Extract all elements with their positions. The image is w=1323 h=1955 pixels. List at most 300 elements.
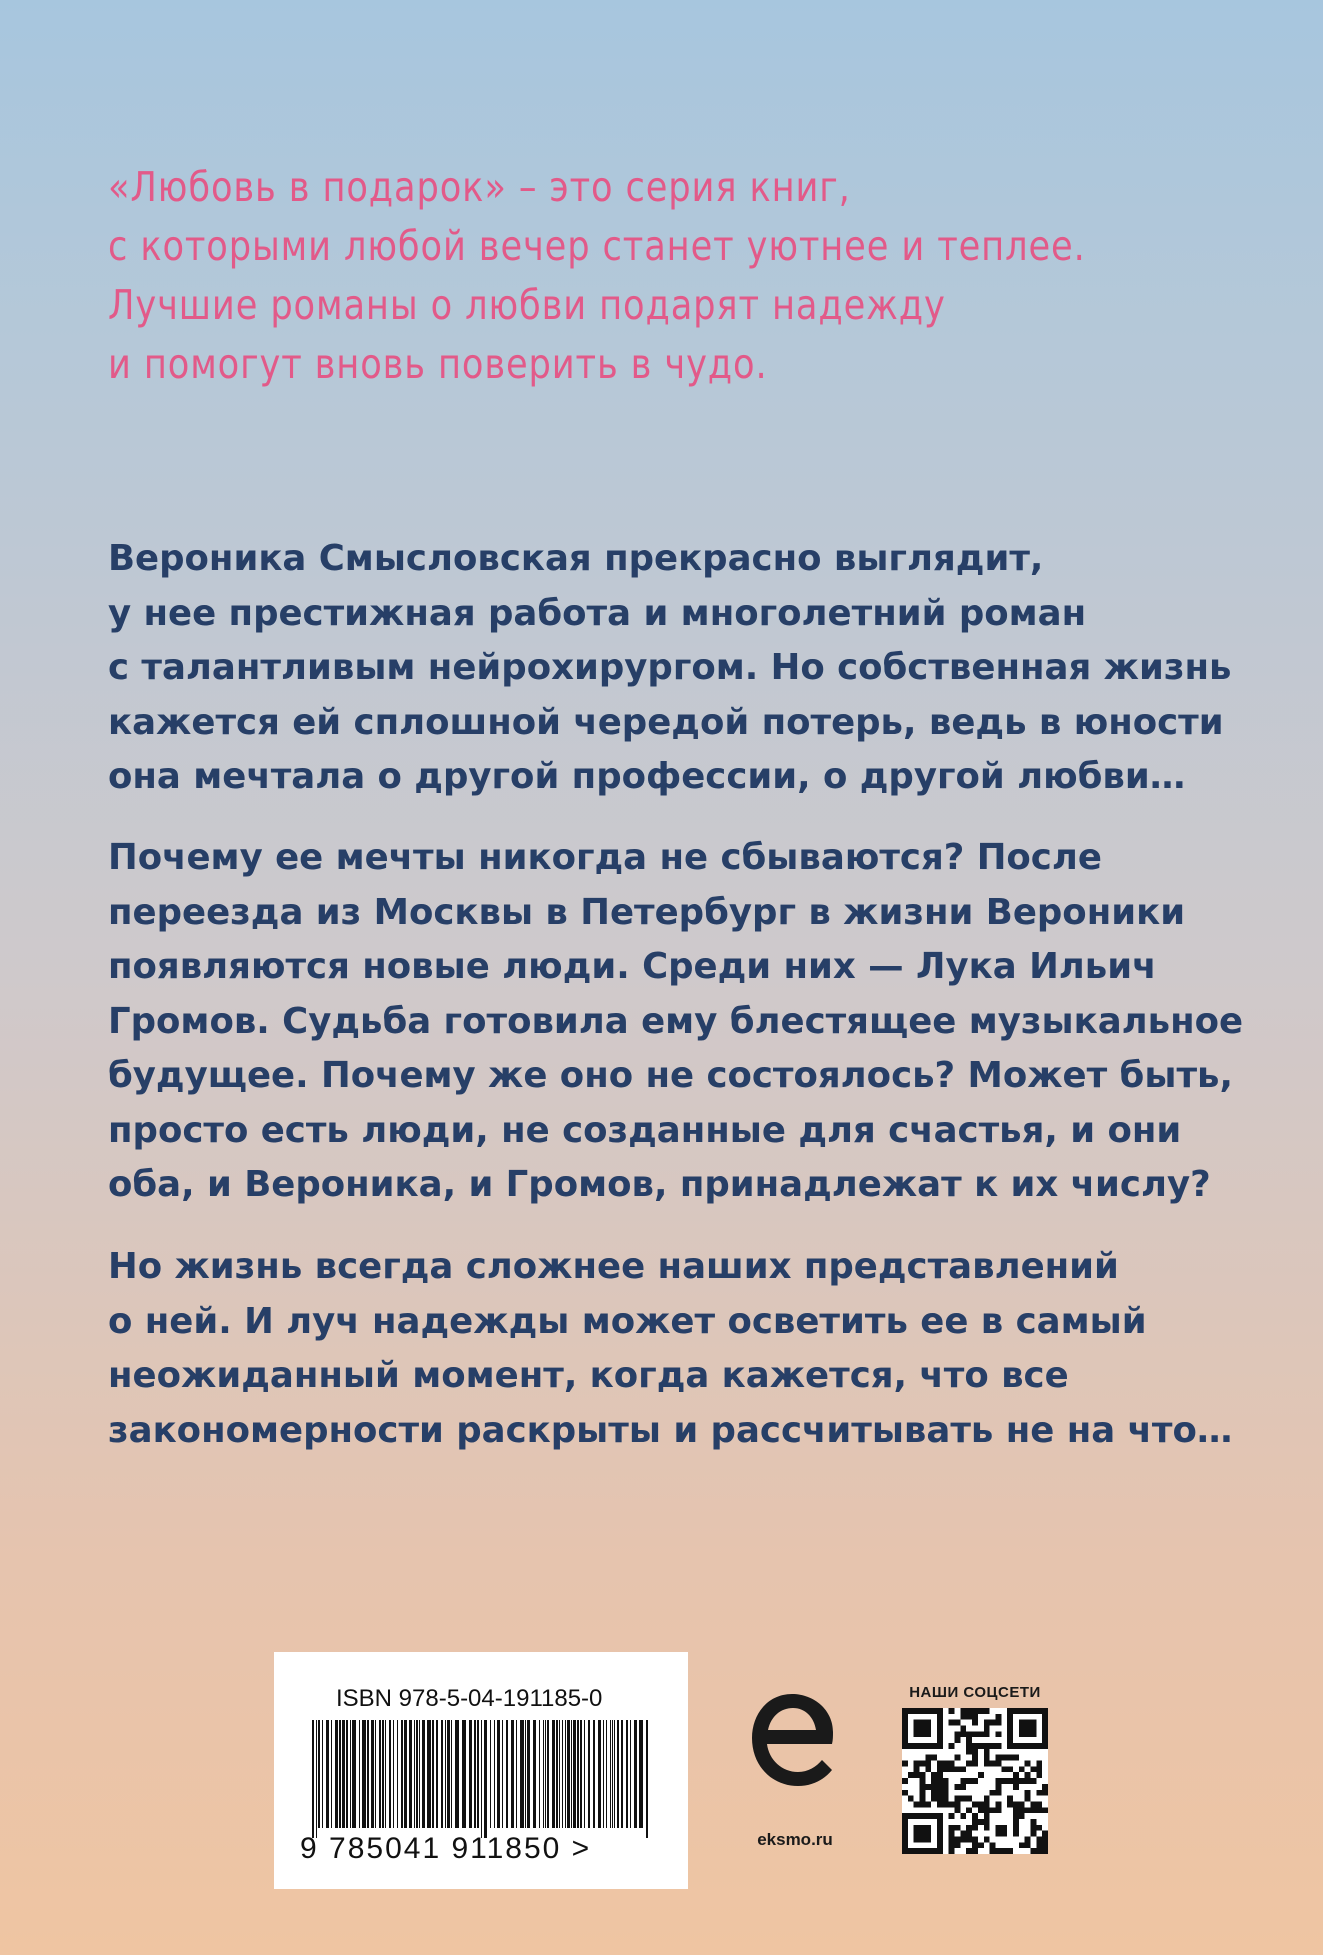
paragraph-line: Громов. Судьба готовила ему блестящее музыкальное <box>108 1000 1244 1042</box>
qr-module <box>966 1807 972 1813</box>
qr-module <box>978 1731 984 1737</box>
qr-module <box>960 1813 966 1819</box>
qr-module <box>1025 1836 1031 1842</box>
qr-module <box>1025 1807 1031 1813</box>
qr-module <box>949 1813 955 1819</box>
barcode-bar <box>462 1720 466 1828</box>
barcode-bar <box>626 1720 628 1828</box>
qr-module <box>1025 1796 1031 1802</box>
qr-module <box>1007 1796 1013 1802</box>
qr-module <box>943 1784 949 1790</box>
qr-module <box>920 1784 926 1790</box>
barcode-bar <box>342 1720 345 1828</box>
barcode-bar <box>346 1720 348 1828</box>
qr-module <box>995 1825 1001 1831</box>
qr-module <box>972 1761 978 1767</box>
qr-module <box>1013 1755 1019 1761</box>
barcode-bar <box>379 1720 381 1828</box>
barcode-bar <box>393 1720 394 1828</box>
tagline-line: и помогут вновь поверить в чудо. <box>108 340 768 388</box>
qr-module <box>943 1778 949 1784</box>
barcode-bar <box>432 1720 434 1828</box>
barcode-bar <box>375 1720 376 1828</box>
qr-module <box>960 1831 966 1837</box>
barcode-bar <box>416 1720 418 1828</box>
barcode-bar <box>404 1720 407 1828</box>
qr-module <box>955 1796 961 1802</box>
qr-module <box>955 1720 961 1726</box>
description-paragraph-1 <box>108 532 1238 805</box>
qr-module <box>955 1807 961 1813</box>
qr-module <box>914 1825 932 1843</box>
qr-module <box>931 1778 937 1784</box>
isbn-label: ISBN 978-5-04-191185-0 <box>336 1685 603 1712</box>
barcode-bar <box>598 1720 601 1828</box>
barcode-bar <box>565 1720 566 1828</box>
barcode-bar <box>634 1720 637 1828</box>
qr-module <box>943 1766 949 1772</box>
qr-module <box>984 1819 990 1825</box>
qr-module <box>972 1813 978 1819</box>
qr-module <box>937 1801 943 1807</box>
barcode-bar <box>612 1720 613 1828</box>
qr-module <box>1013 1825 1019 1831</box>
paragraph-line: с талантливым нейрохирургом. Но собственная жизнь <box>108 647 1232 688</box>
barcode-digits: 9 785041 911850 > <box>300 1832 592 1865</box>
qr-module <box>995 1761 1001 1767</box>
isbn-barcode-panel <box>274 1652 688 1889</box>
barcode-bar <box>511 1720 514 1828</box>
tagline-line: «Любовь в подарок» – это серия книг, <box>108 163 851 211</box>
qr-module <box>920 1772 926 1778</box>
qr-module <box>1001 1778 1007 1784</box>
qr-module <box>995 1720 1001 1726</box>
qr-module <box>925 1801 931 1807</box>
qr-module <box>990 1848 996 1854</box>
paragraph-line: переезда из Москвы в Петербург в жизни Вероники <box>108 891 1186 933</box>
qr-module <box>995 1790 1001 1796</box>
qr-module <box>960 1714 966 1720</box>
qr-module <box>966 1778 972 1784</box>
qr-module <box>972 1755 978 1761</box>
social-title: НАШИ СОЦСЕТИ <box>909 1684 1041 1701</box>
qr-module <box>1025 1778 1031 1784</box>
qr-module <box>984 1801 990 1807</box>
qr-module <box>1036 1772 1042 1778</box>
barcode-bar <box>497 1720 500 1828</box>
qr-module <box>949 1848 955 1854</box>
qr-module <box>920 1790 926 1796</box>
qr-module <box>995 1784 1001 1790</box>
qr-module <box>984 1749 990 1755</box>
qr-module <box>1042 1831 1048 1837</box>
barcode-bar <box>322 1720 323 1828</box>
qr-module <box>1007 1801 1013 1807</box>
qr-module <box>1001 1766 1007 1772</box>
qr-module <box>1036 1842 1042 1848</box>
qr-module <box>972 1836 978 1842</box>
barcode-bar <box>614 1720 615 1828</box>
barcode-bar <box>573 1720 576 1828</box>
qr-module <box>955 1836 961 1842</box>
qr-module <box>920 1778 926 1784</box>
qr-module <box>914 1801 920 1807</box>
qr-module <box>925 1761 931 1767</box>
qr-module <box>955 1755 961 1761</box>
barcode-bar <box>397 1720 398 1828</box>
qr-module <box>966 1796 972 1802</box>
qr-module <box>972 1743 978 1749</box>
qr-module <box>1019 1778 1025 1784</box>
qr-module <box>984 1720 990 1726</box>
tagline-line: Лучшие романы о любви подарят надежду <box>108 281 946 329</box>
qr-module <box>995 1778 1001 1784</box>
qr-module <box>960 1778 966 1784</box>
qr-module <box>1013 1831 1019 1837</box>
qr-module <box>990 1720 996 1726</box>
qr-module <box>966 1749 972 1755</box>
qr-module <box>972 1801 978 1807</box>
qr-module <box>978 1772 984 1778</box>
qr-module <box>966 1714 972 1720</box>
qr-module <box>955 1731 961 1737</box>
barcode-bar <box>559 1720 560 1828</box>
barcode-bar <box>451 1720 452 1828</box>
qr-module <box>1036 1807 1042 1813</box>
qr-module <box>955 1825 961 1831</box>
qr-module <box>943 1761 949 1767</box>
qr-module <box>972 1825 978 1831</box>
qr-module <box>937 1784 943 1790</box>
description-paragraph-3 <box>108 1240 1238 1458</box>
qr-module <box>966 1731 972 1737</box>
qr-module <box>949 1708 955 1714</box>
qr-module <box>920 1796 926 1802</box>
barcode-bar <box>469 1720 472 1828</box>
publisher-site-link[interactable]: eksmo.ru <box>757 1830 833 1849</box>
barcode-bar <box>617 1720 619 1828</box>
qr-module <box>978 1819 984 1825</box>
qr-module <box>1030 1801 1036 1807</box>
qr-module <box>1036 1848 1042 1854</box>
barcode-bar <box>455 1720 459 1828</box>
barcode-bar <box>326 1720 329 1828</box>
qr-module <box>978 1743 984 1749</box>
paragraph-line: оба, и Вероника, и Громов, принадлежат к их числу? <box>108 1164 1211 1205</box>
barcode-bar <box>352 1720 356 1828</box>
barcode-bar <box>584 1720 585 1828</box>
qr-module <box>925 1755 931 1761</box>
qr-module <box>943 1790 949 1796</box>
qr-module <box>984 1731 990 1737</box>
qr-module <box>972 1842 978 1848</box>
barcode-bar <box>316 1720 317 1838</box>
qr-module <box>931 1790 937 1796</box>
qr-module <box>1036 1836 1042 1842</box>
barcode-bars <box>312 1720 652 1838</box>
barcode-bar <box>603 1720 604 1828</box>
qr-module <box>920 1801 926 1807</box>
qr-module <box>966 1737 972 1743</box>
paragraph-line: неожиданный момент, когда кажется, что все <box>108 1355 1069 1396</box>
barcode-bar <box>385 1720 386 1828</box>
qr-module <box>949 1766 955 1772</box>
qr-module <box>1007 1766 1013 1772</box>
qr-module <box>937 1778 943 1784</box>
barcode-bar <box>427 1720 431 1828</box>
paragraph-line: Но жизнь всегда сложнее наших представлений <box>108 1246 1119 1287</box>
qr-module <box>925 1766 931 1772</box>
qr-module <box>1030 1848 1036 1854</box>
barcode-bar <box>409 1720 412 1828</box>
qr-module <box>995 1755 1001 1761</box>
barcode-bar <box>441 1720 443 1828</box>
qr-module <box>995 1731 1001 1737</box>
qr-module <box>990 1807 996 1813</box>
barcode-bar <box>646 1720 648 1838</box>
qr-module <box>914 1761 920 1767</box>
qr-module <box>966 1848 972 1854</box>
qr-module <box>931 1796 937 1802</box>
qr-module <box>955 1766 961 1772</box>
qr-module <box>902 1778 908 1784</box>
qr-module <box>1030 1807 1036 1813</box>
qr-module <box>972 1708 978 1714</box>
paragraph-line: о ней. И луч надежды может осветить ее в самый <box>108 1300 1147 1342</box>
qr-module <box>1036 1766 1042 1772</box>
qr-module <box>931 1772 937 1778</box>
qr-module <box>966 1743 972 1749</box>
barcode-bar <box>350 1720 351 1828</box>
barcode-bar <box>389 1720 391 1828</box>
qr-module <box>949 1801 955 1807</box>
qr-module <box>949 1831 955 1837</box>
eksmo-logo-icon <box>742 1686 842 1796</box>
qr-module <box>1030 1778 1036 1784</box>
barcode-bar <box>419 1720 420 1828</box>
qr-module <box>984 1796 990 1802</box>
qr-module <box>914 1720 932 1738</box>
barcode-bar <box>588 1720 590 1828</box>
qr-module <box>1013 1813 1019 1819</box>
qr-module <box>1013 1784 1019 1790</box>
barcode-bar <box>331 1720 332 1828</box>
qr-module <box>925 1784 931 1790</box>
qr-module <box>949 1743 955 1749</box>
qr-module <box>955 1842 961 1848</box>
qr-module <box>1019 1801 1025 1807</box>
barcode-bar <box>520 1720 524 1828</box>
barcode-bar <box>525 1720 526 1828</box>
qr-module <box>1042 1784 1048 1790</box>
qr-module <box>966 1825 972 1831</box>
qr-module <box>1042 1842 1048 1848</box>
qr-module <box>1019 1766 1025 1772</box>
qr-module <box>978 1708 984 1714</box>
qr-module <box>1001 1831 1007 1837</box>
barcode-bar <box>606 1720 607 1828</box>
barcode-bar <box>339 1720 341 1828</box>
barcode-bar <box>359 1720 360 1828</box>
description-paragraph-2 <box>108 831 1244 1213</box>
paragraph-line: Вероника Смысловская прекрасно выглядит, <box>108 538 1044 579</box>
qr-module <box>1030 1825 1036 1831</box>
qr-module <box>902 1790 908 1796</box>
paragraph-line: появляются новые люди. Среди них — Лука Ильич <box>108 946 1157 987</box>
qr-module <box>990 1761 996 1767</box>
qr-module <box>1025 1761 1031 1767</box>
qr-module <box>972 1720 978 1726</box>
qr-module <box>949 1842 955 1848</box>
qr-module <box>972 1819 978 1825</box>
qr-module <box>1013 1772 1019 1778</box>
qr-module <box>902 1761 908 1767</box>
qr-module <box>995 1848 1001 1854</box>
qr-module <box>990 1790 996 1796</box>
series-tagline <box>108 158 1258 394</box>
barcode-bar <box>533 1720 536 1828</box>
barcode-bar <box>490 1720 491 1828</box>
qr-module <box>978 1801 984 1807</box>
paragraph-line: будущее. Почему же оно не состоялось? Может быть, <box>108 1055 1233 1096</box>
qr-module <box>960 1766 966 1772</box>
barcode-bar <box>545 1720 546 1828</box>
qr-module <box>1013 1801 1019 1807</box>
qr-module <box>972 1778 978 1784</box>
barcode-bar <box>567 1720 570 1828</box>
qr-module <box>995 1807 1001 1813</box>
qr-module <box>995 1831 1001 1837</box>
qr-module <box>1025 1842 1031 1848</box>
barcode-bar <box>630 1720 631 1828</box>
qr-module <box>972 1749 978 1755</box>
barcode-bar <box>506 1720 508 1828</box>
qr-code-icon[interactable] <box>902 1708 1048 1854</box>
barcode-bar <box>382 1720 384 1828</box>
barcode-bar <box>639 1720 643 1828</box>
qr-module <box>1042 1848 1048 1854</box>
qr-module <box>1019 1842 1025 1848</box>
paragraph-line: просто есть люди, не созданные для счастья, и они <box>108 1109 1182 1151</box>
qr-module <box>937 1766 943 1772</box>
barcode-bar <box>593 1720 595 1828</box>
qr-module <box>937 1772 943 1778</box>
barcode-bar <box>477 1720 479 1828</box>
qr-module <box>1019 1813 1025 1819</box>
qr-module <box>943 1801 949 1807</box>
qr-module <box>960 1726 966 1732</box>
qr-module <box>995 1743 1001 1749</box>
qr-module <box>931 1784 937 1790</box>
qr-module <box>908 1796 914 1802</box>
paragraph-line: закономерности раскрыты и рассчитывать не на что… <box>108 1409 1233 1451</box>
qr-module <box>990 1743 996 1749</box>
qr-module <box>978 1807 984 1813</box>
barcode-bar <box>445 1720 446 1828</box>
qr-module <box>1001 1848 1007 1854</box>
qr-module <box>1013 1819 1019 1825</box>
qr-module <box>960 1784 966 1790</box>
qr-module <box>972 1731 978 1737</box>
barcode-bar <box>527 1720 530 1828</box>
tagline-line: с которыми любой вечер станет уютнее и теплее. <box>108 222 1086 270</box>
qr-module <box>995 1801 1001 1807</box>
qr-module <box>960 1796 966 1802</box>
qr-module <box>966 1836 972 1842</box>
qr-module <box>949 1836 955 1842</box>
qr-module <box>1025 1790 1031 1796</box>
paragraph-line: кажется ей сплошной чередой потерь, ведь в юности <box>108 701 1224 743</box>
barcode-bar <box>556 1720 558 1828</box>
qr-module <box>995 1714 1001 1720</box>
qr-module <box>984 1836 990 1842</box>
qr-module <box>937 1761 943 1767</box>
qr-module <box>960 1708 966 1714</box>
qr-module <box>1001 1825 1007 1831</box>
barcode-bar <box>335 1720 338 1828</box>
qr-module <box>966 1761 972 1767</box>
qr-module <box>1019 1807 1025 1813</box>
qr-module <box>943 1796 949 1802</box>
qr-module <box>1025 1772 1031 1778</box>
qr-module <box>1030 1819 1036 1825</box>
barcode-bar <box>577 1720 579 1828</box>
barcode-bar <box>474 1720 476 1828</box>
qr-module <box>914 1766 920 1772</box>
barcode-bar <box>543 1720 544 1828</box>
barcode-bar <box>539 1720 540 1828</box>
qr-module <box>1042 1790 1048 1796</box>
qr-module <box>914 1772 920 1778</box>
qr-module <box>966 1708 972 1714</box>
barcode-bar <box>414 1720 415 1828</box>
qr-module <box>1036 1790 1042 1796</box>
qr-module <box>984 1708 990 1714</box>
qr-module <box>1019 1720 1037 1738</box>
qr-module <box>1013 1778 1019 1784</box>
qr-module <box>1030 1831 1036 1837</box>
qr-module <box>972 1714 978 1720</box>
barcode-bar <box>571 1720 572 1828</box>
qr-module <box>984 1743 990 1749</box>
qr-module <box>1007 1778 1013 1784</box>
barcode-bar <box>401 1720 403 1828</box>
paragraph-line: она мечтала о другой профессии, о другой любви… <box>108 756 1186 797</box>
qr-module <box>960 1731 966 1737</box>
barcode-bar <box>362 1720 366 1828</box>
barcode-bar <box>447 1720 450 1828</box>
qr-module <box>984 1761 990 1767</box>
barcode-bar <box>621 1720 623 1828</box>
barcode-bar <box>516 1720 517 1828</box>
qr-module <box>955 1784 961 1790</box>
qr-module <box>1001 1755 1007 1761</box>
barcode-bar <box>422 1720 425 1828</box>
qr-module <box>920 1761 926 1767</box>
qr-module <box>966 1831 972 1837</box>
qr-module <box>984 1825 990 1831</box>
barcode-bar <box>481 1720 482 1838</box>
barcode-bar <box>580 1720 582 1828</box>
qr-module <box>949 1720 955 1726</box>
qr-module <box>1036 1825 1042 1831</box>
qr-module <box>949 1825 955 1831</box>
barcode-bar <box>562 1720 563 1828</box>
qr-module <box>972 1848 978 1854</box>
barcode-bar <box>547 1720 549 1828</box>
barcode-bar <box>312 1720 314 1838</box>
qr-module <box>1036 1801 1042 1807</box>
